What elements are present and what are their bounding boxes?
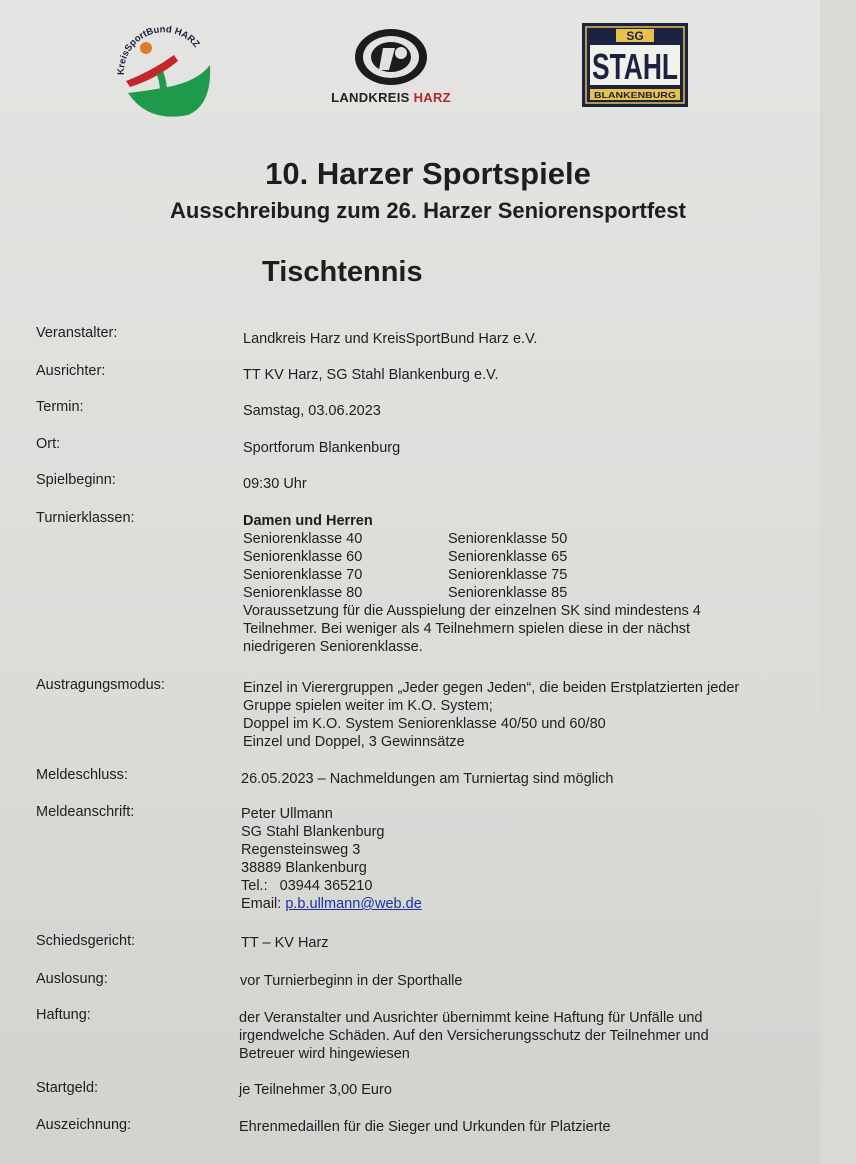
- kreissportbund-logo-text: KreisSportBund HARZ: [115, 24, 202, 76]
- subtitle: Ausschreibung zum 26. Harzer Seniorensportfest: [170, 198, 686, 223]
- schiedsgericht-value: TT – KV Harz: [241, 935, 329, 951]
- seniorenklassen-list: [243, 530, 701, 602]
- schiedsgericht-label: Schiedsgericht:: [36, 933, 136, 949]
- austragungsmodus-line: Doppel im K.O. System Seniorenklasse 40/50 und 60/80: [243, 716, 606, 732]
- address-line: Regensteinsweg 3: [241, 842, 361, 858]
- haftung-line: irgendwelche Schäden. Auf den Versicherungsschutz der Teilnehmer und: [239, 1028, 709, 1044]
- address-line: 38889 Blankenburg: [241, 860, 367, 876]
- kreissportbund-logo-icon: [108, 15, 216, 123]
- termin-label: Termin:: [36, 399, 84, 415]
- class-item: Seniorenklasse 40: [243, 531, 363, 547]
- class-item: Seniorenklasse 60: [243, 549, 363, 565]
- ausrichter-label: Ausrichter:: [36, 363, 106, 379]
- auszeichnung-label: Auszeichnung:: [36, 1117, 132, 1133]
- landkreis-harz-logo: [310, 26, 472, 112]
- turnierklassen-note-line: Voraussetzung für die Ausspielung der einzelnen SK sind mindestens 4: [243, 603, 701, 619]
- ort-label: Ort:: [36, 436, 61, 452]
- austragungsmodus-line: Gruppe spielen weiter im K.O. System;: [243, 698, 493, 714]
- haftung-line: Betreuer wird hingewiesen: [239, 1046, 410, 1062]
- auszeichnung-value: Ehrenmedaillen für die Sieger und Urkunden für Platzierte: [239, 1119, 611, 1135]
- haftung-label: Haftung:: [36, 1007, 91, 1023]
- turnierklassen-label: Turnierklassen:: [36, 510, 135, 526]
- class-item: Seniorenklasse 50: [448, 531, 568, 547]
- blankenburg-text: BLANKENBURG: [594, 90, 677, 100]
- sport-title: Tischtennis: [262, 256, 423, 288]
- meldeanschrift-label: Meldeanschrift:: [36, 804, 135, 820]
- class-item: Seniorenklasse 80: [243, 585, 363, 601]
- landkreis-harz-wordmark: LANDKREIS HARZ: [331, 90, 451, 105]
- austragungsmodus-line: Einzel und Doppel, 3 Gewinnsätze: [243, 734, 465, 750]
- startgeld-value: je Teilnehmer 3,00 Euro: [239, 1082, 392, 1098]
- spielbeginn-value: 09:30 Uhr: [243, 476, 307, 492]
- sg-stahl-icon: [582, 23, 688, 107]
- email-link[interactable]: p.b.ullmann@web.de: [285, 896, 422, 912]
- auslosung-label: Auslosung:: [36, 971, 108, 987]
- veranstalter-value: Landkreis Harz und KreisSportBund Harz e.V.: [243, 331, 538, 347]
- landkreis-harz-icon: [353, 26, 429, 88]
- email-line: [241, 895, 422, 913]
- turnierklassen-note-line: niedrigeren Seniorenklasse.: [243, 639, 423, 655]
- turnierklassen-heading: Damen und Herren: [243, 513, 373, 529]
- class-item: Seniorenklasse 85: [448, 585, 568, 601]
- address-line: SG Stahl Blankenburg: [241, 824, 385, 840]
- ausrichter-value: TT KV Harz, SG Stahl Blankenburg e.V.: [243, 367, 499, 383]
- main-title: 10. Harzer Sportspiele: [265, 156, 591, 191]
- turnierklassen-note-line: Teilnehmer. Bei weniger als 4 Teilnehmern spielen diese in der nächst: [243, 621, 691, 637]
- austragungsmodus-label: Austragungsmodus:: [36, 677, 165, 693]
- meldeanschrift-block: [241, 805, 422, 913]
- meldeschluss-value: 26.05.2023 – Nachmeldungen am Turniertag sind möglich: [241, 771, 614, 787]
- austragungsmodus-block: [243, 679, 739, 751]
- email-label: Email:: [241, 896, 286, 912]
- class-item: Seniorenklasse 70: [243, 567, 363, 583]
- class-item: Seniorenklasse 75: [448, 567, 568, 583]
- spielbeginn-label: Spielbeginn:: [36, 472, 116, 488]
- ort-value: Sportforum Blankenburg: [243, 440, 401, 456]
- austragungsmodus-line: Einzel in Vierergruppen „Jeder gegen Jeden“, die beiden Erstplatzierten jeder: [243, 680, 740, 696]
- auslosung-value: vor Turnierbeginn in der Sporthalle: [240, 973, 463, 989]
- meldeschluss-label: Meldeschluss:: [36, 767, 128, 783]
- veranstalter-label: Veranstalter:: [36, 325, 118, 341]
- termin-value: Samstag, 03.06.2023: [243, 403, 381, 419]
- sg-stahl-blankenburg-logo: [582, 23, 688, 107]
- startgeld-label: Startgeld:: [36, 1080, 99, 1096]
- sg-text: SG: [626, 29, 644, 43]
- stahl-text: STAHL: [592, 46, 678, 87]
- haftung-line: der Veranstalter und Ausrichter übernimmt keine Haftung für Unfälle und: [239, 1010, 703, 1026]
- address-line: Peter Ullmann: [241, 806, 333, 822]
- turnierklassen-block: [243, 512, 701, 656]
- phone-line: Tel.: 03944 365210: [241, 878, 373, 894]
- kreissportbund-harz-logo: [108, 15, 216, 123]
- haftung-block: [239, 1009, 709, 1063]
- class-item: Seniorenklasse 65: [448, 549, 568, 565]
